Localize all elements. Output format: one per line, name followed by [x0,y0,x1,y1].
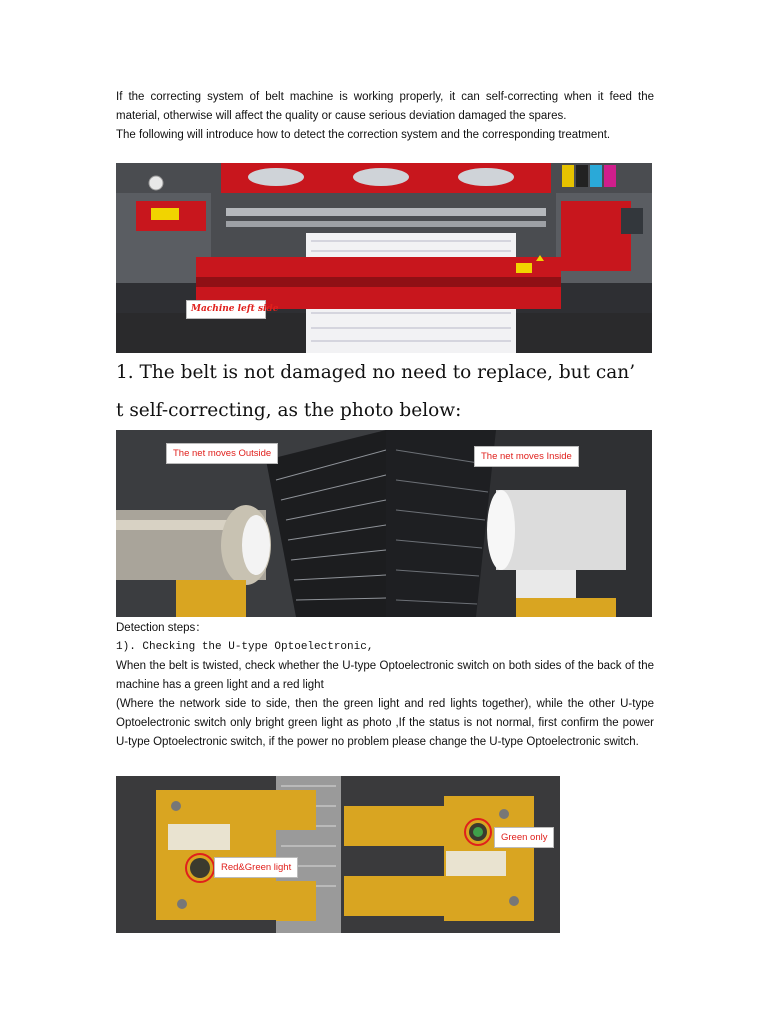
optoelectronic-switch-photo [116,776,560,933]
detection-paragraph-1: When the belt is twisted, check whether the U-type Optoelectronic switch on both sides of the back of the machine has a green light and a red light [116,660,654,691]
detection-paragraph-2: (Where the network side to side, then the green light and red lights together), while the other U-type Optoelectronic switch only bright green light as photo ,If the status is not normal, first confirm the power U-type Optoelectronic switch, if the power no problem please change the U-type Optoelectronic switch. [116,698,654,748]
intro-paragraph-1: If the correcting system of belt machine is working properly, it can self-correcting when it feed the material, otherwise will affect the quality or cause serious deviation damaged the spares. [116,91,654,122]
intro-paragraph-2: The following will introduce how to detect the correction system and the corresponding treatment. [116,129,611,141]
section-heading-line-2: t self-correcting, as the photo below: [116,400,462,421]
machine-illustration [116,163,652,353]
green-only-callout: Green only [494,827,554,848]
detection-steps-title: Detection steps： [116,622,207,634]
net-moves-outside-callout: The net moves Outside [166,443,278,464]
net-moves-inside-callout: The net moves Inside [474,446,579,467]
machine-left-side-callout: Machine left side [186,300,266,319]
section-heading-line-1: 1. The belt is not damaged no need to replace, but can’ [116,362,636,383]
red-green-light-callout: Red&Green light [214,857,298,878]
detection-step-1: 1). Checking the U-type Optoelectronic, [116,641,374,653]
belt-net-photo [116,430,652,617]
optoelectronic-switch-illustration [116,776,560,933]
machine-photo [116,163,652,353]
